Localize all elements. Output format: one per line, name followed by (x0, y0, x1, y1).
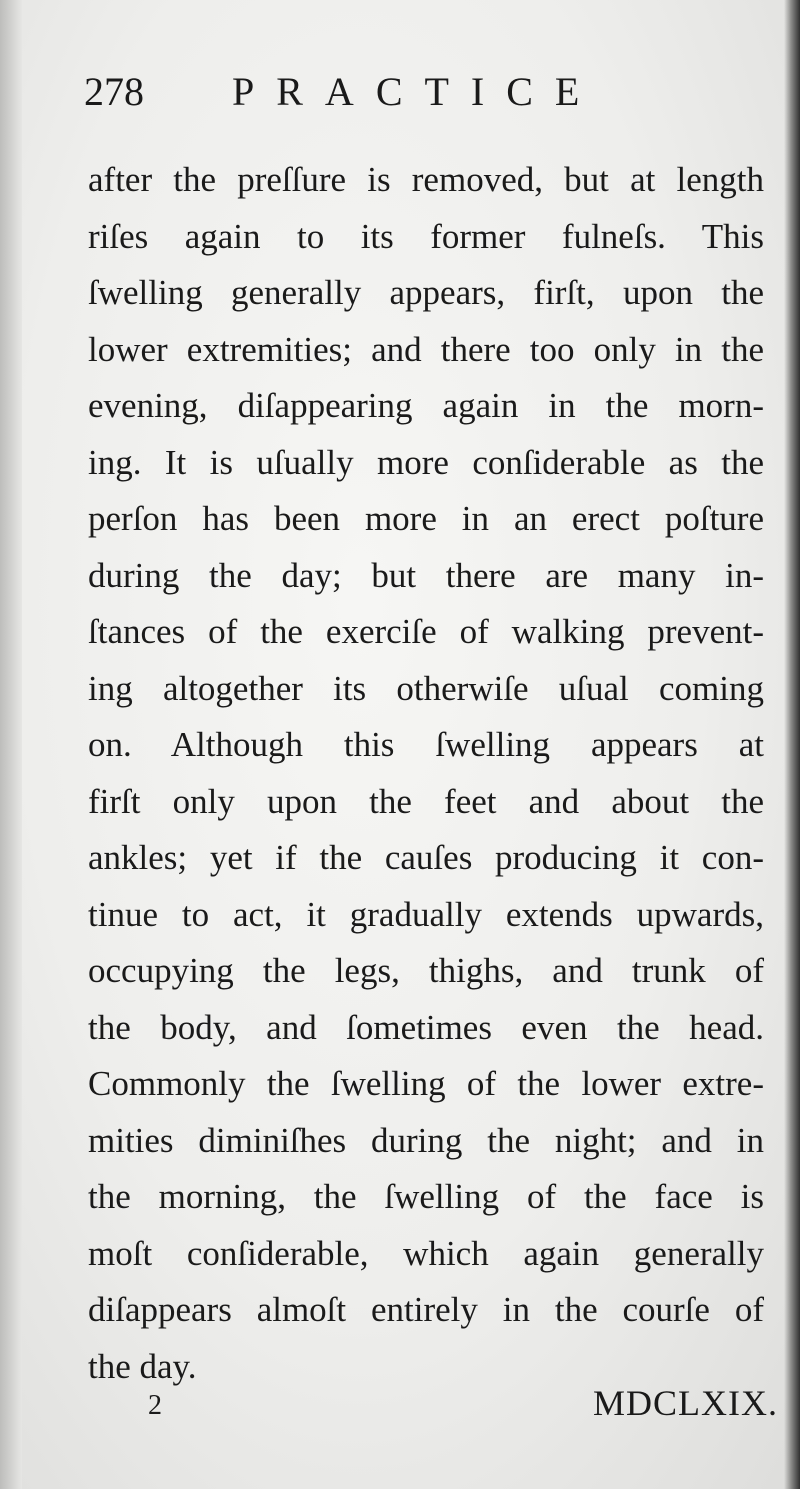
text-line: moſt conſiderable, which again generally (88, 1233, 764, 1273)
text-line: diſappears almoſt entirely in the courſe of (88, 1290, 764, 1329)
text-line: the body, and ſometimes even the head. (88, 1007, 764, 1047)
text-line: during the day; but there are many in- (88, 555, 764, 595)
text-line: the day. (88, 1346, 197, 1386)
text-line: on. Although this ſwelling appears at (88, 725, 764, 764)
text-line: after the preſſure is removed, but at length (88, 160, 764, 199)
signature-mark: 2 (148, 1390, 162, 1421)
page-header (84, 68, 764, 128)
page-footer (88, 1382, 778, 1432)
text-line: evening, diſappearing again in the morn- (88, 386, 764, 425)
text-line: perſon has been more in an erect poſture (88, 499, 764, 538)
text-line: occupying the legs, thighs, and trunk of (88, 951, 764, 990)
text-line: ſwelling generally appears, firſt, upon the (88, 273, 764, 312)
text-line: mities diminiſhes during the night; and in (88, 1120, 764, 1160)
text-line: ing altogether its otherwiſe uſual coming (88, 668, 764, 708)
text-line: ing. It is uſually more conſiderable as the (88, 442, 764, 482)
body-text (88, 152, 764, 1395)
text-line: riſes again to its former fulneſs. This (88, 216, 764, 256)
page-gutter-shadow (0, 0, 22, 1489)
text-line: the morning, the ſwelling of the face is (88, 1177, 764, 1216)
page-number: 278 (84, 69, 144, 114)
page-edge-shadow (784, 0, 800, 1489)
running-head: PRACTICE (232, 69, 602, 114)
catchword: MDCLXIX. (593, 1383, 778, 1423)
text-line: firſt only upon the feet and about the (88, 781, 764, 821)
text-line: ankles; yet if the cauſes producing it con- (88, 838, 764, 877)
text-line: tinue to act, it gradually extends upwards, (88, 894, 764, 934)
text-line: Commonly the ſwelling of the lower extre- (88, 1064, 764, 1103)
text-line: ſtances of the exerciſe of walking prevent- (88, 612, 764, 651)
text-line: lower extremities; and there too only in the (88, 329, 764, 369)
